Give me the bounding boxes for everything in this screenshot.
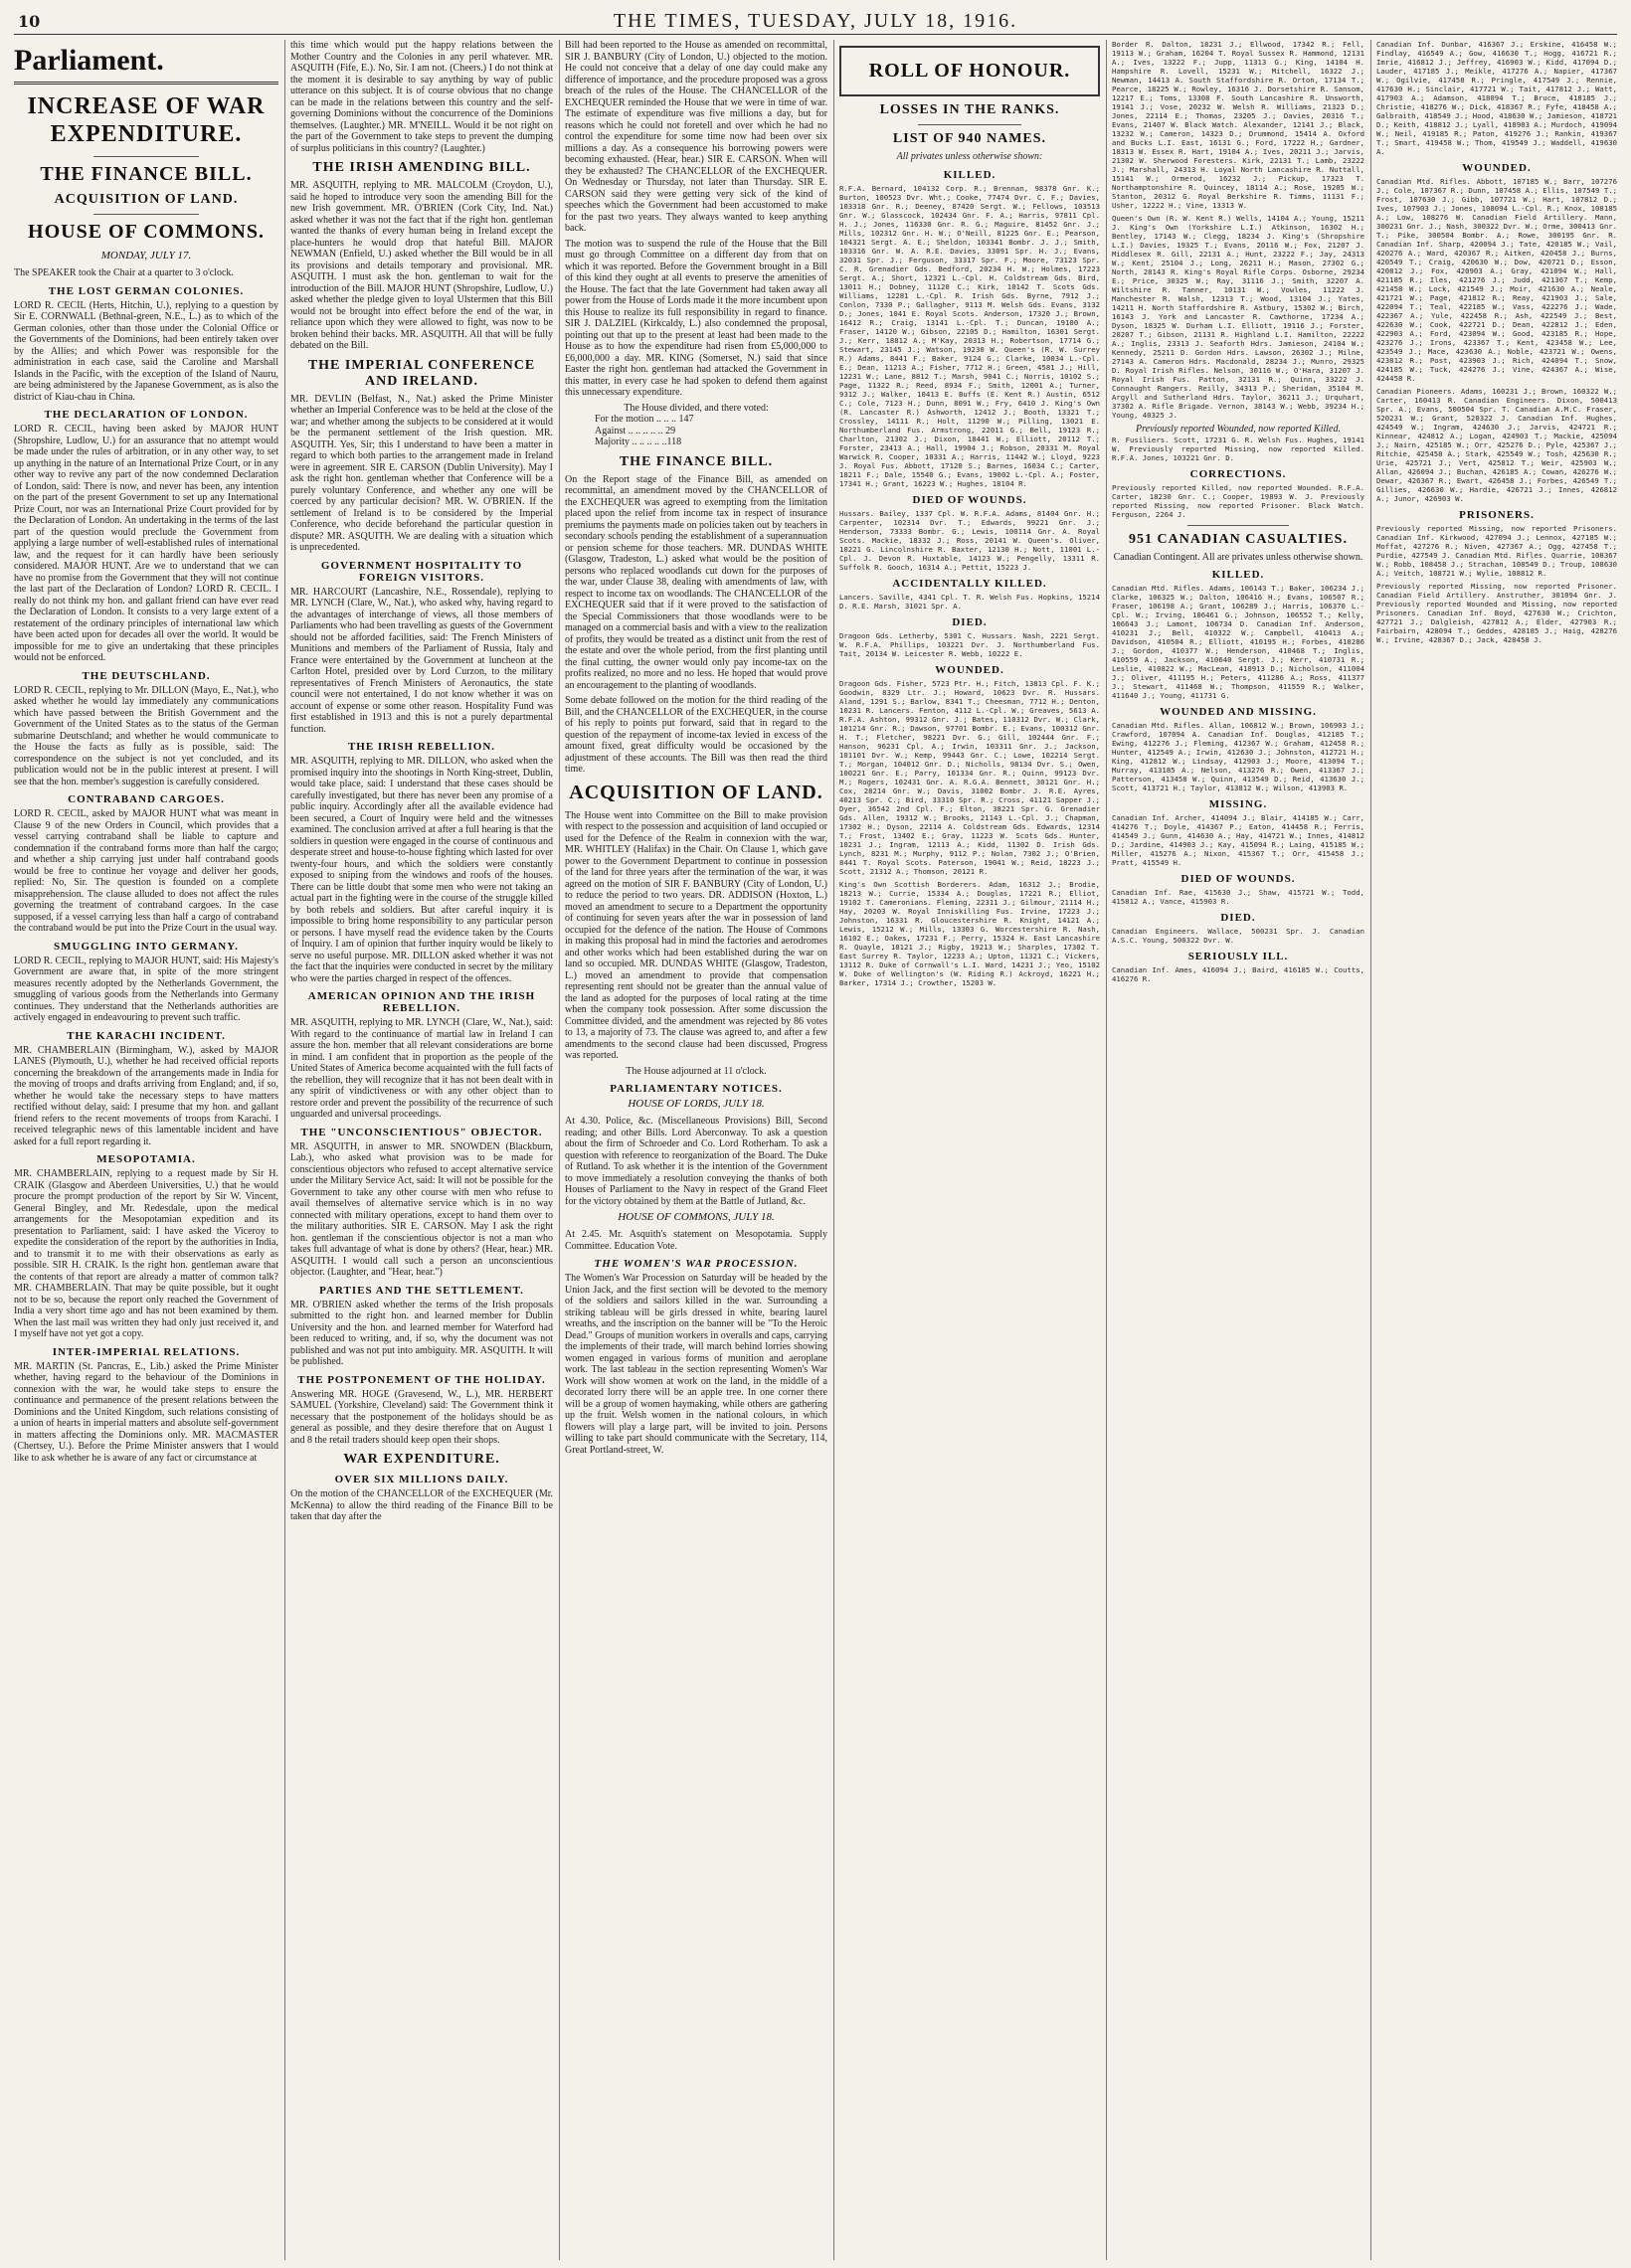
section-heading: WAR EXPENDITURE. bbox=[343, 1452, 500, 1467]
paragraph: The motion was to suspend the rule of the House that the Bill must go through Committee on a different day from that on which it was reported. Before the Government brought in a Bill of this kind they ought at all events to preserve the amenities of the House. The fact that the late Government had taken away all power from the House of Lords made it the more incumbent upon this House to realize its full responsibility in regard to finance. SIR J. DALZIEL (Kirkcaldy, L.) also condemned the proposal, pointing out that up to the present at least had been made to the House as to how the expenditure had risen from £5,000,000 to £6,000,000 a day. MR. KING (Somerset, N.) said that since Easter the right hon. gentleman had attacked the Government in this matter, in every case he had spoken to defend them against this unnecessary expenditure. bbox=[565, 238, 827, 398]
canadian-casualties-title: 951 CANADIAN CASUALTIES. bbox=[1129, 531, 1348, 547]
category-label: PRISONERS. bbox=[1459, 509, 1535, 521]
subheadline: ACQUISITION OF LAND. bbox=[54, 192, 239, 207]
paragraph: Bill had been reported to the House as amended on recommittal, SIR J. BANBURY (City of London, U.) objected to the motion. He could not conceive that a delay of one day could make any difference of importance, and the procedure proposed was a gross breach of the rules of the House. The CHANCELLOR of the EXCHEQUER reminded the House that we were in time of war. The estimate of expenditure was five millions a day, but for reasons which he could not foretell and over which he had no control the expenditure for some time now had been over six millions a day. As a consequence his borrowing powers were becoming exhausted. (Hear, hear.) SIR E. CARSON. When will they be exhausted? The CHANCELLOR of the EXCHEQUER. On Wednesday or Thursday, not later than Thursday. SIR E. CARSON said they were getting very sick of the kind of speeches which the Government had been accustomed to make for the past two years. They always wanted to keep anything back. bbox=[565, 40, 827, 234]
section-heading: THE WOMEN'S WAR PROCESSION. bbox=[594, 1258, 799, 1270]
casualty-list: Hussars. Bailey, 1337 Cpl. W. R.F.A. Adams, 81404 Gnr. H.; Carpenter, 102314 Dvr. T.; Edwards, 99221 Gnr. J.; Henderson, 73333 Bombr. G.; Lewis, 100114 Gnr. A. Royal Scots. Mackie, 18332 J.; Ross, 20141 W. Queen's. Oliver, 10221 G. Lincolnshire R. Baxter, 12130 H.; Nott, 11001 L.-Cpl. J. Devon R. Huxtable, 14123 W.; Pengelly, 13311 R. Suffolk R. Gooch, 16314 A.; Pettit, 15223 J. bbox=[839, 508, 1100, 572]
paragraph: LORD R. CECIL, asked by MAJOR HUNT what was meant in Clause 9 of the new Orders in Council, which provides that a vessel carrying contraband shall be liable to capture and condemnation if the contraband forms more than half the cargo; and whether a ship carrying just under half contraband goods would be free to continue her voyage and deliver her goods, replied: No, Sir. The question is founded on a complete misapprehension. The clause alluded to does not affect the rules governing the treatment of contraband cargoes. In the case supposed, if a vessel carrying less than half a cargo of contraband the contraband would be put into the Prize Court in the usual way. bbox=[14, 808, 278, 934]
casualty-list: R.F.A. Bernard, 104132 Corp. R.; Brennan, 98378 Gnr. K.; Burton, 100523 Dvr. Wht.; Cooke, 77474 Dvr. C. F.; Davies, 103318 Gnr. R.; Deeney, 87420 Sergt. W.; Fellows, 103513 Gnr. W.; Glasscock, 102434 Gnr. F. A.; Harris, 97811 Cpl. H. J.; Jones, 116330 Gnr. R. G.; Maguire, 81452 Gnr. J.; Mills, 102312 Gnr. H. W.; O'Neill, 81225 Gnr. E.; Pearson, 104321 Sergt. A. E.; Sheldon, 103341 Bombr. J. J.; Smith, 103316 Gnr. W. A. R.E. Davies, 33091 Spr. H. J.; Evans, 32031 Spr. J.; Ferguson, 33317 Spr. F.; Moore, 73123 Spr. C. R. Grenadier Gds. Bedford, 20234 H. W.; Holmes, 17223 Sergt. A.; Short, 12321 L.-Cpl. H. Coldstream Gds. Bird, 13011 H.; Dobney, 11120 C.; Kirk, 10142 T. Scots Gds. Williams, 12281 L.-Cpl. R. Irish Gds. Byrne, 7912 J.; Conlon, 7330 P.; Gallagher, 9113 M. Welsh Gds. Evans, 3132 D.; Jones, 1041 E. Royal Scots. Anderson, 17320 J.; Brown, 16412 R.; Craig, 13141 L.-Cpl. T.; Duncan, 19100 A.; Fraser, 14120 W.; Gibson, 22105 D.; Hamilton, 16301 Sergt. J.; Kerr, 18812 A.; M'Kay, 20313 H.; Robertson, 17714 G.; Stewart, 23145 J.; Watson, 19230 W. Queen's (R. W. Surrey R.) Adams, 8441 F.; Baker, 9124 G.; Clarke, 10034 L.-Cpl. E.; Dean, 11213 A.; Fisher, 7712 H.; Green, 4581 J.; Hill, 12231 W.; Lane, 8812 T.; Marsh, 9041 C.; Norris, 10102 S.; Page, 11322 R.; Reed, 8934 F.; Smith, 12001 A.; Turner, 9312 J.; Walker, 10413 E. Buffs (E. Kent R.) Austin, 6512 C.; Cole, 7123 H.; Dunn, 8091 W.; Fry, 6410 J. King's Own (R. Lancaster R.) Ashworth, 12412 J.; Booth, 13321 T.; Crossley, 14111 R.; Holt, 11290 W.; Pilling, 13021 E. Northumberland Fus. Armstrong, 22011 G.; Bell, 19123 R.; Charlton, 21302 J.; Dixon, 18441 W.; Elliott, 20112 T.; Forster, 23413 A.; Hall, 19904 J.; Robson, 20331 M. Royal Warwick R. Cooper, 10331 A.; Harris, 11442 W.; Lloyd, 9223 J. Royal Fus. Abbott, 17120 S.; Barnes, 16034 C.; Carter, 18211 F.; Dale, 15540 G.; Evans, 19002 L.-Cpl. A.; Foster, 17341 H.; Grant, 16223 W.; Hughes, 18104 R. bbox=[839, 183, 1100, 488]
list-title: LIST OF 940 NAMES. bbox=[892, 131, 1047, 146]
section-heading: MESOPOTAMIA. bbox=[96, 1153, 196, 1165]
canadian-note: Canadian Contingent. All are privates unless otherwise shown. bbox=[1113, 551, 1363, 563]
column-parliament-2 bbox=[290, 40, 553, 2260]
division-intro: The House divided, and there voted: bbox=[624, 402, 769, 414]
page-number: 10 bbox=[18, 12, 41, 31]
category-label: WOUNDED AND MISSING. bbox=[1160, 706, 1317, 718]
casualty-list: Lancers. Saville, 4341 Cpl. T. R. Welsh Fus. Hopkins, 15214 D. R.E. Marsh, 31021 Spr. A. bbox=[839, 592, 1100, 611]
category-label: DIED. bbox=[952, 615, 988, 628]
casualty-list: Previously reported Missing, now reported Prisoners. Canadian Inf. Kirkwood, 427094 J.; Lennox, 427185 W.; Moffat, 427276 R.; Niven, 427367 A.; Ogg, 427458 T.; Purdie, 427549 J. Canadian Mtd. Rifles. Quarrie, 108367 W.; Robb, 108458 J.; Strachan, 108549 D.; Troup, 108630 A.; Veitch, 108721 W.; Wylie, 108812 R. bbox=[1376, 524, 1617, 578]
paragraph: At 2.45. Mr. Asquith's statement on Mesopotamia. Supply Committee. Education Vote. bbox=[565, 1229, 827, 1252]
column-roll-of-honour bbox=[839, 40, 1100, 2260]
category-label: ACCIDENTALLY KILLED. bbox=[892, 577, 1047, 590]
section-heading: ACQUISITION OF LAND. bbox=[569, 781, 823, 803]
roll-title: ROLL OF HONOUR. bbox=[868, 60, 1071, 82]
paragraph: MR. MARTIN (St. Pancras, E., Lib.) asked the Prime Minister whether, having regard to the behaviour of the Dominions in connexion with the war, he would take steps to ensure the continuance and permanence of the present relations between the Dominions and the United Kingdom, such relations consisting of a union of hearts in imperial matters and absolute self-government in matters affecting the Dominions only. MR. MACMASTER (Chertsey, U.). Before the Prime Minister answers that I would like to ask whether he is aware of any fact or circumstance at bbox=[14, 1360, 278, 1464]
list-note: All privates unless otherwise shown: bbox=[896, 151, 1043, 162]
house-heading: HOUSE OF COMMONS. bbox=[28, 221, 265, 243]
category-label: KILLED. bbox=[1211, 569, 1265, 581]
roll-subtitle: LOSSES IN THE RANKS. bbox=[879, 102, 1060, 117]
casualty-list: Canadian Engineers. Wallace, 500231 Spr. J. Canadian A.S.C. Young, 500322 Dvr. W. bbox=[1112, 927, 1364, 945]
category-label: DIED. bbox=[1220, 912, 1256, 924]
category-label: SERIOUSLY ILL. bbox=[1187, 951, 1289, 962]
casualty-list: Canadian Pioneers. Adams, 160231 J.; Brown, 160322 W.; Carter, 160413 R. Canadian Engineers. Dixon, 500413 Spr. A.; Evans, 500504 Spr. T. Canadian A.M.C. Fraser, 520231 W.; Grant, 520322 J. Canadian Inf. Hughes, 424549 W.; Ingram, 424630 J.; Jarvis, 424721 R.; Kinnear, 424812 A.; Logan, 424903 T.; Mackie, 425094 J.; Nairn, 425185 W.; Orr, 425276 D.; Pyle, 425367 J.; Ritchie, 425458 A.; Stark, 425549 W.; Tosh, 425630 R.; Urie, 425721 J.; Vert, 425812 T.; Weir, 425903 W.; Allan, 426094 J.; Buchan, 426185 A.; Cowan, 426276 W.; Dewar, 426367 R.; Ewart, 426458 J.; Forbes, 426549 T.; Gillies, 426630 W.; Hardie, 426721 J.; Innes, 426812 A.; Junor, 426903 W. bbox=[1376, 387, 1617, 503]
casualty-list: R. Fusiliers. Scott, 17231 G. R. Welsh Fus. Hughes, 19141 W. Previously reported Missing, now reported Killed. R.F.A. Jones, 103221 Gnr. D. bbox=[1112, 435, 1364, 462]
casualty-list: King's Own Scottish Borderers. Adam, 16312 J.; Brodie, 18213 W.; Currie, 15334 A.; Douglas, 17221 R.; Elliot, 19102 T. Cameronians. Fleming, 22311 J.; Gilmour, 21114 H.; Hay, 20203 W. Royal Inniskilling Fus. Irvine, 17223 J.; Johnston, 16331 R. Gloucestershire R. Knight, 14121 A.; Lewis, 15212 W.; Mills, 13303 G. Worcestershire R. Nash, 16102 E.; Oakes, 17231 F.; Perry, 15324 H. East Lancashire R. Quayle, 18121 J.; Rigby, 19213 W.; Sharples, 17302 T. East Surrey R. Taylor, 12233 A.; Upton, 11321 C.; Vickers, 13112 R. Duke of Cornwall's L.I. Ward, 14231 J.; Yeo, 15102 W. Duke of Wellington's (W. Riding R.) Ackroyd, 16221 H.; Barker, 17314 J.; Crowther, 15203 W. bbox=[839, 879, 1100, 987]
subheadline: THE FINANCE BILL. bbox=[40, 163, 253, 185]
section-heading: PARTIES AND THE SETTLEMENT. bbox=[319, 1284, 524, 1297]
casualty-list: Dragoon Gds. Fisher, 5723 Ptr. H.; Fitch, 13813 Cpl. F. K.; Goodwin, 8329 Ltr. J.; Howard, 10623 Dvr. R. Hussars. Aland, 1291 S.; Barlow, 8341 T.; Cheesman, 7712 H.; Denton, 10231 R. Lancers. Fenton, 4112 L.-Cpl. W.; Greaves, 5613 A. R.F.A. Ashton, 99312 Gnr. J.; Bates, 110312 Dvr. W.; Clark, 101214 Gnr. R.; Dawson, 97701 Bombr. E.; Evans, 100312 Gnr. H. T.; Fletcher, 98221 Dvr. G.; Gill, 102444 Gnr. F.; Hanson, 96231 Cpl. A.; Irwin, 103311 Gnr. J.; Jackson, 101101 Dvr. W.; Kemp, 99443 Gnr. C.; Lowe, 102214 Sergt. T.; Morgan, 104012 Gnr. D.; Nicholls, 98134 Dvr. S.; Owen, 100221 Gnr. E.; Parry, 101334 Gnr. R.; Quinn, 99123 Dvr. M.; Rogers, 102431 Gnr. A. R.G.A. Bennett, 30121 Gnr. H.; Cox, 28214 Gnr. W.; Davis, 31002 Bombr. J. R.E. Ayres, 40213 Spr. C.; Bird, 33310 Spr. R.; Cross, 41121 Sapper J.; Dyer, 36542 2nd Cpl. F.; Elton, 38221 Spr. G. Grenadier Gds. Allen, 19312 W.; Brooks, 21143 L.-Cpl. J.; Chapman, 17302 H.; Dyson, 22114 A. Coldstream Gds. Edwards, 12314 T.; Frost, 13402 E.; Gray, 11223 W. Scots Gds. Hunter, 10231 J.; Ingram, 12113 A.; Kidd, 11302 D. Irish Gds. Lynch, 8231 M.; Murphy, 9112 P.; Nolan, 7302 J.; O'Brien, 8441 T. Royal Scots. Paterson, 19041 W.; Reid, 18223 J.; Scott, 21312 A.; Thomson, 20121 R. bbox=[839, 678, 1100, 876]
section-heading: THE DECLARATION OF LONDON. bbox=[44, 409, 249, 421]
paragraph: MR. CHAMBERLAIN, replying to a request made by Sir H. CRAIK (Glasgow and Aberdeen Universities, U.) that he would procure the prompt production of the report by Sir W. Vincent, General Bingley, and Mr. Redesdale, upon the medical arrangements for the Mesopotamian expedition and its presentation to Parliament, said: I have asked the Viceroy to expedite the consideration of the report by the authorities in India, and to transmit it to me with their observations as early as possible. SIR H. CRAIK. Is the right hon. gentleman aware that the contents of that report are already a matter of common talk? MR. CHAMBERLAIN. That may be quite possible, but it ought not to be so, because the report only reached the Government of India a very short time ago and has not been examined by them. When the last mail was written they had only just received it, and I myself have not yet got a copy. bbox=[14, 1168, 278, 1339]
paragraph: MR. O'BRIEN asked whether the terms of the Irish proposals submitted to the right hon. and learned member for Dublin University and the hon. and learned member for Waterford had been reduced to writing, and, if so, why the document was not published and was not put into ambiguity. MR. ASQUITH. It will be published. bbox=[290, 1299, 553, 1367]
paragraph: Some debate followed on the motion for the third reading of the Bill, and the CHANCELLOR of the EXCHEQUER, in the course of his reply to points put forward, said that in regard to the question of the repayment of income-tax levied in excess of the amount fixed, great difficulty would be occasioned by the adjustment of these accounts. The Bill was then read the third time. bbox=[565, 695, 827, 775]
section-heading: INTER-IMPERIAL RELATIONS. bbox=[52, 1345, 241, 1358]
casualty-list: Canadian Inf. Rae, 415630 J.; Shaw, 415721 W.; Todd, 415812 A.; Vance, 415903 R. bbox=[1112, 888, 1364, 906]
paragraph: The SPEAKER took the Chair at a quarter to 3 o'clock. bbox=[14, 267, 234, 278]
category-label: DIED OF WOUNDS. bbox=[912, 493, 1027, 506]
section-heading: THE IRISH AMENDING BILL. bbox=[312, 160, 531, 175]
headline: INCREASE OF WAR EXPENDITURE. bbox=[27, 93, 266, 147]
paragraph: MR. HARCOURT (Lancashire, N.E., Rossendale), replying to MR. LYNCH (Clare, W., Nat.), who asked why, having regard to the advantages of interchange of views, all those members of Parliaments who had been travelling as guests of the Government should not be afforded facilities, said: The French Ministers of Munitions and members of the Parliament of Russia, Italy and France were entertained by the Government at luncheon at the Carlton Hotel, presided over by Lord Curzon, to the military representatives of French Ministers of Aeronautics, the state council were not entertained, I do not know whether it was on account of expense or some other reason. Hospitality Fund was first established in 1913 and this is not a purely departmental function. bbox=[290, 586, 553, 735]
newspaper-dateline: THE TIMES, TUESDAY, JULY 18, 1916. bbox=[613, 10, 1018, 32]
category-label: DIED OF WOUNDS. bbox=[1180, 873, 1296, 885]
paragraph: On the motion of the CHANCELLOR of the EXCHEQUER (Mr. McKenna) to allow the third reading of the Finance Bill to be taken that day after the bbox=[290, 1488, 553, 1522]
category-label: WOUNDED. bbox=[1462, 162, 1532, 174]
section-heading: THE IRISH REBELLION. bbox=[347, 741, 496, 753]
casualty-list: Canadian Mtd. Rifles. Abbott, 107185 W.; Barr, 107276 J.; Cole, 107367 R.; Dunn, 107458 A.; Ellis, 107549 T.; Frost, 107630 J.; Gibb, 107721 W.; Hart, 107812 D.; Ives, 107903 J.; Jones, 108094 L.-Cpl. R.; Knox, 108185 A.; Low, 108276 W. Canadian Field Artillery. Mann, 300231 Gnr. J.; Nash, 300322 Dvr. W.; Orme, 300413 Gnr. T.; Pike, 300504 Bombr. A.; Rowe, 300195 Gnr. R. Canadian Inf. Sharp, 420094 J.; Tate, 420185 W.; Vail, 420276 A.; Ward, 420367 R.; Aitken, 420458 J.; Burns, 420549 T.; Craig, 420630 W.; Dow, 420721 D.; Esson, 420812 J.; Fox, 420903 A.; Gray, 421094 W.; Hall, 421185 R.; Iles, 421276 J.; Judd, 421367 T.; Kemp, 421458 W.; Lock, 421549 J.; Moir, 421630 A.; Neale, 421721 W.; Page, 421812 R.; Reay, 421903 J.; Sale, 422094 T.; Teal, 422185 W.; Vass, 422276 J.; Wade, 422367 A.; Yule, 422458 R.; Ash, 422549 J.; Best, 422630 W.; Cook, 422721 D.; Dean, 422812 J.; Eden, 422903 A.; Ford, 423094 W.; Good, 423185 R.; Hope, 423276 J.; Irons, 423367 T.; Kent, 423458 W.; Lee, 423549 J.; Mace, 423630 A.; Noble, 423721 W.; Owens, 423812 R.; Post, 423903 J.; Rich, 424094 T.; Snow, 424185 W.; Tuck, 424276 J.; Vine, 424367 A.; Wise, 424458 R. bbox=[1376, 177, 1617, 383]
paragraph: MR. DEVLIN (Belfast, N., Nat.) asked the Prime Minister whether an Imperial Conference was to be held at the close of the war; and whether among the subjects to be considered at it would be the permanent settlement of the Irish question. MR. ASQUITH. Yes, Sir; this I understand to have been a matter in regard to which both parties to the arrangement made in Ireland were in agreement. SIR E. CARSON (Dublin University). May I ask the right hon. gentleman whether that Conference will be a purely voluntary Conference, and whether any one will be coerced by any particular decision? MR. W. O'BRIEN. If the settlement of Ireland is to be considered by the Imperial Conference, who decide beforehand the particular question in dispute? MR. ASQUITH. We are dealing with a situation which is unprecedented. bbox=[290, 393, 553, 553]
section-heading: CONTRABAND CARGOES. bbox=[68, 793, 225, 805]
section-heading: THE FINANCE BILL. bbox=[619, 453, 774, 469]
masthead bbox=[14, 8, 1617, 35]
column-parliament bbox=[14, 40, 278, 2260]
casualty-list: Canadian Inf. Dunbar, 416367 J.; Erskine, 416458 W.; Findlay, 416549 A.; Gow, 416630 T.; Hogg, 416721 R.; Imrie, 416812 J.; Jeffrey, 416903 W.; Kidd, 417094 D.; Lauder, 417185 J.; Meikle, 417276 A.; Napier, 417367 W.; Ogilvie, 417458 R.; Pringle, 417549 J.; Rennie, 417630 H.; Sinclair, 417721 W.; Tait, 417812 J.; Watt, 417903 A.; Adamson, 418094 T.; Bruce, 418185 J.; Christie, 418276 W.; Dick, 418367 R.; Fyfe, 418458 A.; Galbraith, 418549 J.; Hood, 418630 W.; Jamieson, 418721 D.; Keith, 418812 J.; Lyall, 418903 A.; Murdoch, 419094 W.; Neil, 419185 R.; Paton, 419276 J.; Rankin, 419367 T.; Smart, 419458 W.; Thom, 419549 J.; Waddell, 419630 A. bbox=[1376, 40, 1617, 156]
paragraph: MR. ASQUITH, replying to MR. DILLON, who asked when the promised inquiry into the shootings in North King-street, Dublin, would take place, said: I understand that these cases should be carefully investigated, but there has never been any promise of a public inquiry. Accordingly after all the available evidence had been secured, a Court of Inquiry were held and the witnesses examined. The conclusion arrived at after a full hearing is that the soldiers in question were engaged in the course of continuous and desperate street and house-to-house fighting which lasted for over twenty-four hours, and which the soldiers were constantly exposed to sniping from the windows and roofs of the houses. There can be little doubt that some men who were not taking an actual part in the fighting were in the course of the struggle killed by both rebels and soldiers. But after careful inquiry it is impossible to bring home responsibility to any particular person or persons. I have myself read the evidence taken by the Courts of Inquiry. I am of opinion that further inquiry would be likely to serve no useful purpose. MR. DILLON asked whether it was not the fact that the inquiries were conducted in secret by the military who were the parties charged in respect of the offences. bbox=[290, 756, 553, 984]
section-heading: SMUGGLING INTO GERMANY. bbox=[54, 940, 239, 953]
column-parliament-3 bbox=[565, 40, 827, 2260]
casualty-list: Queen's Own (R. W. Kent R.) Wells, 14104 A.; Young, 15211 J. King's Own (Yorkshire L.I.) Atkinson, 16302 H.; Bentley, 17143 W.; Clegg, 18234 J. King's (Shropshire L.I.) Davies, 19325 T.; Evans, 20116 W.; Fox, 21207 J. Middlesex R. Gill, 22131 A.; Hunt, 23222 F.; Jay, 24313 W.; Kent, 25104 J.; Long, 26211 H.; Mason, 27302 G.; North, 28143 R. King's Royal Rifle Corps. Osborne, 29234 E.; Price, 30325 W.; Ray, 31116 J.; Smith, 32207 A. Wiltshire R. Tanner, 10131 W.; Vowles, 11222 J. Manchester R. Walsh, 12313 T.; Wood, 13104 J.; Yates, 14211 H. North Staffordshire R. Astbury, 15302 W.; Birch, 16143 J. York and Lancaster R. Cawthorne, 17234 A.; Dyson, 18325 W. Durham L.I. Elliott, 19116 J.; Forster, 20207 T.; Gibson, 21131 R. Highland L.I. Hamilton, 22222 A.; Inglis, 23313 J. Seaforth Hdrs. Jamieson, 24104 W.; Kennedy, 25211 D. Gordon Hdrs. Lawson, 26302 J.; Milne, 27143 A. Cameron Hdrs. Macdonald, 28234 J.; Munro, 29325 D. Royal Irish Rifles. Nelson, 30116 W.; O'Hara, 31207 J. Royal Irish Fus. Patton, 32131 R.; Quinn, 33222 J. Connaught Rangers. Reilly, 34313 P.; Sheridan, 35104 M. Argyll and Sutherland Hdrs. Taylor, 36211 J.; Urquhart, 37302 A. Rifle Brigade. Vernon, 38143 W.; Webb, 39234 H.; Young, 40325 J. bbox=[1112, 214, 1364, 420]
casualty-list: Previously reported Killed, now reported Wounded. R.F.A. Carter, 18230 Gnr. C.; Cooper, 19893 W. J. Previously reported Missing, now reported Prisoner. Black Watch. Ferguson, 2264 J. bbox=[1112, 482, 1364, 519]
section-subheading: OVER SIX MILLIONS DAILY. bbox=[334, 1474, 509, 1485]
paragraph: LORD R. CECIL (Herts, Hitchin, U.), replying to a question by Sir E. CORNWALL (Bethnal-green, N.E., L.) as to which of the German colonies, other than those under the Colonial Office or the Governments of the Dominions, had been entirely taken over by the Allies; and which Power was responsible for the administration in each case, said the Caroline and Marshall Islands in the Pacific, with the exception of the Island of Nauru, are being administered by the Japanese Government, as is also the district of Kiau-chau in China. bbox=[14, 299, 278, 403]
section-heading: GOVERNMENT HOSPITALITY TO FOREIGN VISITORS. bbox=[320, 559, 523, 584]
roll-heading-box bbox=[839, 46, 1100, 96]
column-casualties-3 bbox=[1376, 40, 1617, 2260]
paragraph: Answering MR. HOGE (Gravesend, W., L.), MR. HERBERT SAMUEL (Yorkshire, Cleveland) said: The Government think it necessary that the postponement of the holidays should be as general as possible, and they desire therefore that on August 1 and 8 the retail traders should keep open their shops. bbox=[290, 1388, 553, 1446]
date-line: MONDAY, JULY 17. bbox=[100, 250, 192, 262]
paragraph: MR. ASQUITH, replying to MR. LYNCH (Clare, W., Nat.), said: With regard to the continuance of martial law in Ireland I can assure the hon. member that all relevant considerations are borne in mind. I am confident that in proportion as the people of the United States of America become acquainted with the full facts of the rebellion, they will recognize that it has not been dealt with in any spirit of vindictiveness or with any other object than to restore order and prevent the possibility of the recurrence of such unguarded and universal proceedings. bbox=[290, 1017, 553, 1120]
section-heading: THE IMPERIAL CONFERENCE AND IRELAND. bbox=[307, 357, 536, 389]
notice-house: HOUSE OF LORDS, JULY 18. bbox=[628, 1098, 765, 1110]
section-heading: THE KARACHI INCIDENT. bbox=[67, 1029, 226, 1042]
vote-against: Against .. .. .. .. .. 29 bbox=[595, 425, 676, 436]
notice-house: HOUSE OF COMMONS, JULY 18. bbox=[618, 1211, 775, 1223]
section-heading: THE DEUTSCHLAND. bbox=[82, 669, 211, 682]
casualty-list: Canadian Mtd. Rifles. Allan, 106812 W.; Brown, 106903 J.; Crawford, 107094 A. Canadian Inf. Douglas, 412185 T.; Ewing, 412276 J.; Fleming, 412367 W.; Graham, 412458 R.; Hunter, 412549 A.; Irwin, 412630 J.; Johnston, 412721 H.; King, 412812 W.; Lindsay, 412903 J.; Moore, 413094 T.; Murray, 413185 A.; Nelson, 413276 R.; Owen, 413367 J.; Patterson, 413458 W.; Quinn, 413549 D.; Reid, 413630 J.; Scott, 413721 H.; Taylor, 413812 W.; Wilson, 413903 R. bbox=[1112, 721, 1364, 792]
paragraph: LORD R. CECIL, replying to Mr. DILLON (Mayo, E., Nat.), who asked whether he would lay immediately any communications which have passed between the British Government and the Government of the United States as to the status of the German submarine Deutschland; and whether he would communicate to the House the facts as fully as is possible, said: The correspondence on the subject is not yet concluded, and its publication would not be in the public interest at present. I will see that the hon. member's suggestion is carefully considered. bbox=[14, 684, 278, 787]
paragraph: LORD R. CECIL, replying to MAJOR HUNT, said: His Majesty's Government are aware that, in spite of the more stringent measures recently adopted by the Netherlands Government, the smuggling of various goods from the Netherlands into Germany continues. They understand that the Netherlands authorities are actively engaged in endeavouring to prevent such traffic. bbox=[14, 955, 278, 1023]
paragraph: MR. ASQUITH, replying to MR. MALCOLM (Croydon, U.), said he hoped to introduce very soon the amending Bill for the new Irish government. MR. O'BRIEN (Cork City, Ind. Nat.) asked whether it was not the fact that if the right hon. gentleman wanted the thanks of every human being in Ireland except the place-hunters he would drop that hateful Bill. MAJOR NEWMAN (Enfield, U.) asked whether the Bill would be in all its provisions and details temporary and provisional. MR. ASQUITH. I must ask the hon. gentleman to wait for the introduction of the Bill. MAJOR HUNT (Shropshire, Ludlow, U.) asked whether the pledge given to loyal Ulstermen that this Bill would not be brought into effect before the end of the war, in reliance upon which they were allowed to fight, was now to be broken behind their backs. MR. ASQUITH. All that will be fully debated on the Bill. bbox=[290, 180, 553, 351]
casualty-list: Canadian Inf. Archer, 414094 J.; Blair, 414185 W.; Carr, 414276 T.; Doyle, 414367 P.; Eaton, 414458 R.; Ferris, 414549 J.; Gunn, 414630 A.; Hay, 414721 W.; Innes, 414812 D.; Jardine, 414903 J.; Kay, 415094 R.; Laing, 415185 W.; Miller, 415276 A.; Nixon, 415367 T.; Orr, 415458 J.; Pratt, 415549 H. bbox=[1112, 813, 1364, 867]
paragraph: this time which would put the happy relations between the Mother Country and the Colonies in any peril whatever. MR. ASQUITH (Fife, E.). No, Sir. I am not. (Cheers.) I do not think at the moment it is desirable to say anything by way of public utterance on this subject. It is of course obvious that no change can be made in the relations between this country and the self-governing Dominions without the concurrence of the Dominions themselves. (Laughter.) MR. M'NEILL. Would it be not right on the part of the Government to take steps to prevent the dumping of surplus politicians in this country? (Laughter.) bbox=[290, 40, 553, 154]
section-heading: AMERICAN OPINION AND THE IRISH REBELLION. bbox=[307, 990, 536, 1014]
section-heading: PARLIAMENTARY NOTICES. bbox=[610, 1083, 783, 1095]
paragraph: MR. CHAMBERLAIN (Birmingham, W.), asked by MAJOR LANES (Plymouth, U.), whether he had received official reports concerning the breakdown of the arrangements made in India for the moving of troops and drafts arriving from England; and, if so, whether he would take the necessary steps to have matters rectified without delay, said: I presume that my hon. and gallant friend refers to the recent movements of troops from Karachi. I received telegraphic news of this lamentable incident and have asked for a full report regarding it. bbox=[14, 1044, 278, 1147]
paragraph: The Women's War Procession on Saturday will be headed by the Union Jack, and the first section will be devoted to the memory of the soldiers and sailors killed in the war. Surrounding a striking tableau will be girls dressed in white, bearing laurel wreaths, and the inscription on the banner will be "To the Heroic Dead." Groups of munition workers in overalls and caps, carrying the implements of their trade, will march behind lorries showing women engaged in various forms of munition and aeroplane work. The last tableau in the section representing Women's War Work will show women at work on the land, in the middle of a decorated lorry there will be an apple tree. In one corner there will be a group of women haymaking, while others are gathering up the fruit. Welsh women in the national colours, in which flowers will play a large part, will be invited to join. Persons willing to take part should communicate with the Secretary, 114, Great Portland-street, W. bbox=[565, 1273, 827, 1456]
paragraph: The House went into Committee on the Bill to make provision with respect to the possession and acquisition of land occupied or used for the Defence of the Realm in connexion with the war, MR. WHITLEY (Halifax) in the Chair. On Clause 1, which gave power to the Government Department to continue in possession of the land for three years after the termination of the war, it was agreed on the motion of SIR F. BANBURY (City of London, U.) to reduce the period to two years. DR. ADDISON (Hoxton, L.) moved an amendment to secure to a Department the opportunity of continuing for seven years after the war in possession of land occupied for the defence of the nation. The House of Commons in making this proposal had in mind the factories and aerodromes and other works which had been established during the war on land so occupied. MR. DUNDAS WHITE (Glasgow, Tradeston, L.) moved an amendment to provide that compensation representing rent should not be greater than the annual value of the land as adopted for the purposes of local rating at the time when the company took possession. After some discussion the Committee divided, and the amendment was rejected by 86 votes to 13, a majority of 73. The clause was agreed to, and after a few amendments to the second clause had been discussed, Progress was reported. bbox=[565, 809, 827, 1061]
casualty-list: Dragoon Gds. Letherby, 5301 C. Hussars. Nash, 2221 Sergt. W. R.F.A. Phillips, 103221 Dvr. J. Northumberland Fus. Tait, 20134 W. Leicester R. Webb, 10222 E. bbox=[839, 630, 1100, 658]
paragraph: On the Report stage of the Finance Bill, as amended on recommittal, an amendment moved by the CHANCELLOR of the EXCHEQUER was agreed to exempting from the limitation placed upon the relief from income tax in respect of insurance premiums the payments made on policies taken out by teachers in secondary schools pending the establishment of a superannuation or pension scheme for those teachers. MR. DUNDAS WHITE (Glasgow, Tradeston, L.) asked what would be the position of persons who replaced woodlands cut down for the purposes of the war, under Clause 38, dealing with amendments of law, with respect to income tax on woodlands. The CHANCELLOR of the EXCHEQUER said that if it were proved to the satisfaction of the Special Commissioners that those woodlands were to be managed on a commercial basis and with a view to the realization of profits, they would be treated as a distinct unit from the rest of the estate and over the whole period, from the first planting until the final cutting, the owner would only pay income-tax on the profits realized, no more and no less. He hoped that would prove an encouragement to the planting of woodlands. bbox=[565, 473, 827, 691]
paragraph: LORD R. CECIL, having been asked by MAJOR HUNT (Shropshire, Ludlow, U.) for an assurance that no attempt would be made under the rules of arbitration, or in any other way, to set up anything in the nature of an International Prize Court, or in any other way to revive any part of the now condemned Declaration of London, said: There is now, and never has been, any intention on the part of the present Government to set up any International Prize Court, nor was an International Prize Court provided for by the Declaration of London. An undertaking in the terms of the last part of the question would preclude the Government from applying a large number of well-established rules of international law, and the request for it can hardly have been seriously considered. MAJOR HUNT. Are we to understand that we can have no promise from the Government that they will not continue the last part of the Declaration of London? LORD R. CECIL. I really do not think my hon. and gallant friend can have ever read the Declaration of London. It consists to a very large extent of a restatement of the ordinary principles of international law which have been acted upon for decades all over the world. It would be impossible for me to give an undertaking that these principles would not be enforced. bbox=[14, 424, 278, 663]
paragraph: At 4.30. Police, &c. (Miscellaneous Provisions) Bill, Second reading; and other Bills. Lord Aberconway. To ask a question about the firm of Schroeder and Co. Lord Rotherham. To ask a question with reference to reorganization of the Board. The Duke of Rutland. To ask whether it is the intention of the Government to move immediately a resolution conveying the thanks of both Houses of Parliament to the Navy in respect of the Grand Fleet for the victory obtained by them at the Battle of Jutland, &c. bbox=[565, 1116, 827, 1207]
adjournment: The House adjourned at 11 o'clock. bbox=[626, 1065, 767, 1077]
category-label: CORRECTIONS. bbox=[1189, 467, 1287, 480]
paragraph: MR. ASQUITH, in answer to MR. SNOWDEN (Blackburn, Lab.), who asked what provision was to be made for conscientious objectors who refused to accept alternative service under the Military Service Act, said: It will not be possible for the Government to take any other course with men who refuse to avail themselves of alternative service which is in no way connected with military operations, except to hand them over to the military authorities. SIR E. CARSON. May I ask the right hon. gentleman if the conscientious objector is not a man who takes full advantage of what is done by others? (Hear, hear.) MR. ASQUITH. I would call such a person an unconscientious objector. (Laughter, and "Hear, hear.") bbox=[290, 1140, 553, 1278]
category-label: MISSING. bbox=[1208, 798, 1268, 810]
casualty-list: Border R. Dalton, 18231 J.; Ellwood, 17342 R.; Fell, 19113 W.; Graham, 16204 T. Royal Sussex R. Hammond, 12131 A.; Ives, 13222 F.; Jupp, 11313 G.; King, 14104 H. Hampshire R. Lovell, 15231 W.; Mitchell, 16322 J.; Newman, 14413 A. South Staffordshire R. Orton, 17134 T.; Pearce, 18225 W.; Rowley, 16316 J. Dorsetshire R. Sansom, 12217 E.; Toms, 13308 F. South Lancashire R. Unsworth, 19141 J.; Vose, 20232 W. Welsh R. Williams, 21323 D.; Jones, 22114 E.; Thomas, 23205 J.; Davies, 20316 T.; Evans, 21407 W. Black Watch. Alexander, 12141 J.; Black, 13232 W.; Cameron, 14323 D.; Drummond, 15414 A. Oxford and Bucks L.I. East, 16131 G.; Ford, 17222 H.; Gardner, 18313 W. Essex R. Hart, 19104 A.; Ives, 20211 J.; Jarvis, 21302 W. Sherwood Foresters. Kirk, 22131 T.; Lamb, 23222 J.; Marshall, 24313 H. Loyal North Lancashire R. Nuttall, 15141 W.; Ormerod, 16232 J.; Pickup, 17323 T. Northamptonshire R. Quincey, 18114 A.; Rose, 19205 W.; Stanton, 20312 G. Royal Berkshire R. Timms, 11131 F.; Usher, 12222 H.; Vine, 13313 W. bbox=[1112, 40, 1364, 210]
newspaper-page bbox=[14, 8, 1617, 2260]
casualty-list: Previously reported Missing, now reported Prisoner. Canadian Field Artillery. Anstruther, 301094 Gnr. J. Previously reported Wounded and Missing, now reported Prisoners. Canadian Inf. Boyd, 427630 W.; Crichton, 427721 J.; Dalgleish, 427812 A.; Elder, 427903 R.; Fairbairn, 428094 T.; Geddes, 428185 J.; Haig, 428276 W.; Irvine, 428367 D.; Jack, 428458 J. bbox=[1376, 582, 1617, 644]
category-note: Previously reported Wounded, now reported Killed. bbox=[1136, 424, 1341, 435]
category-label: WOUNDED. bbox=[935, 663, 1004, 676]
vote-majority: Majority .. .. .. .. ..118 bbox=[595, 436, 682, 447]
section-heading: THE "UNCONSCIENTIOUS" OBJECTOR. bbox=[300, 1126, 543, 1138]
section-heading: THE LOST GERMAN COLONIES. bbox=[48, 284, 245, 297]
vote-for: For the motion .. .. .. 147 bbox=[595, 414, 694, 425]
section-kicker: Parliament. bbox=[14, 44, 278, 85]
column-casualties-2 bbox=[1112, 40, 1364, 2260]
casualty-list: Canadian Mtd. Rifles. Adams, 106143 T.; Baker, 106234 J.; Clarke, 106325 W.; Dalton, 106416 H.; Evans, 106507 R.; Fraser, 106198 A.; Grant, 106289 J.; Harris, 106370 L.-Cpl. W.; Irving, 106461 G.; Johnson, 106552 T.; Kelly, 106643 J.; Lamont, 106734 D. Canadian Inf. Anderson, 410231 J.; Bell, 410322 W.; Campbell, 410413 A.; Davidson, 410504 R.; Elliott, 410195 H.; Forbes, 410286 J.; Gordon, 410377 W.; Henderson, 410468 T.; Inglis, 410559 A.; Jackson, 410640 Sergt. J.; Kerr, 410731 R.; Leslie, 410822 W.; MacLean, 410913 D.; Nicholson, 411004 J.; Oliver, 411195 H.; Peters, 411286 A.; Ross, 411377 J.; Stewart, 411468 W.; Thompson, 411559 R.; Walker, 411640 J.; Young, 411731 G. bbox=[1112, 584, 1364, 700]
category-label: KILLED. bbox=[943, 168, 997, 181]
section-heading: THE POSTPONEMENT OF THE HOLIDAY. bbox=[297, 1373, 546, 1386]
casualty-list: Canadian Inf. Ames, 416094 J.; Baird, 416185 W.; Coutts, 416276 R. bbox=[1112, 965, 1364, 983]
